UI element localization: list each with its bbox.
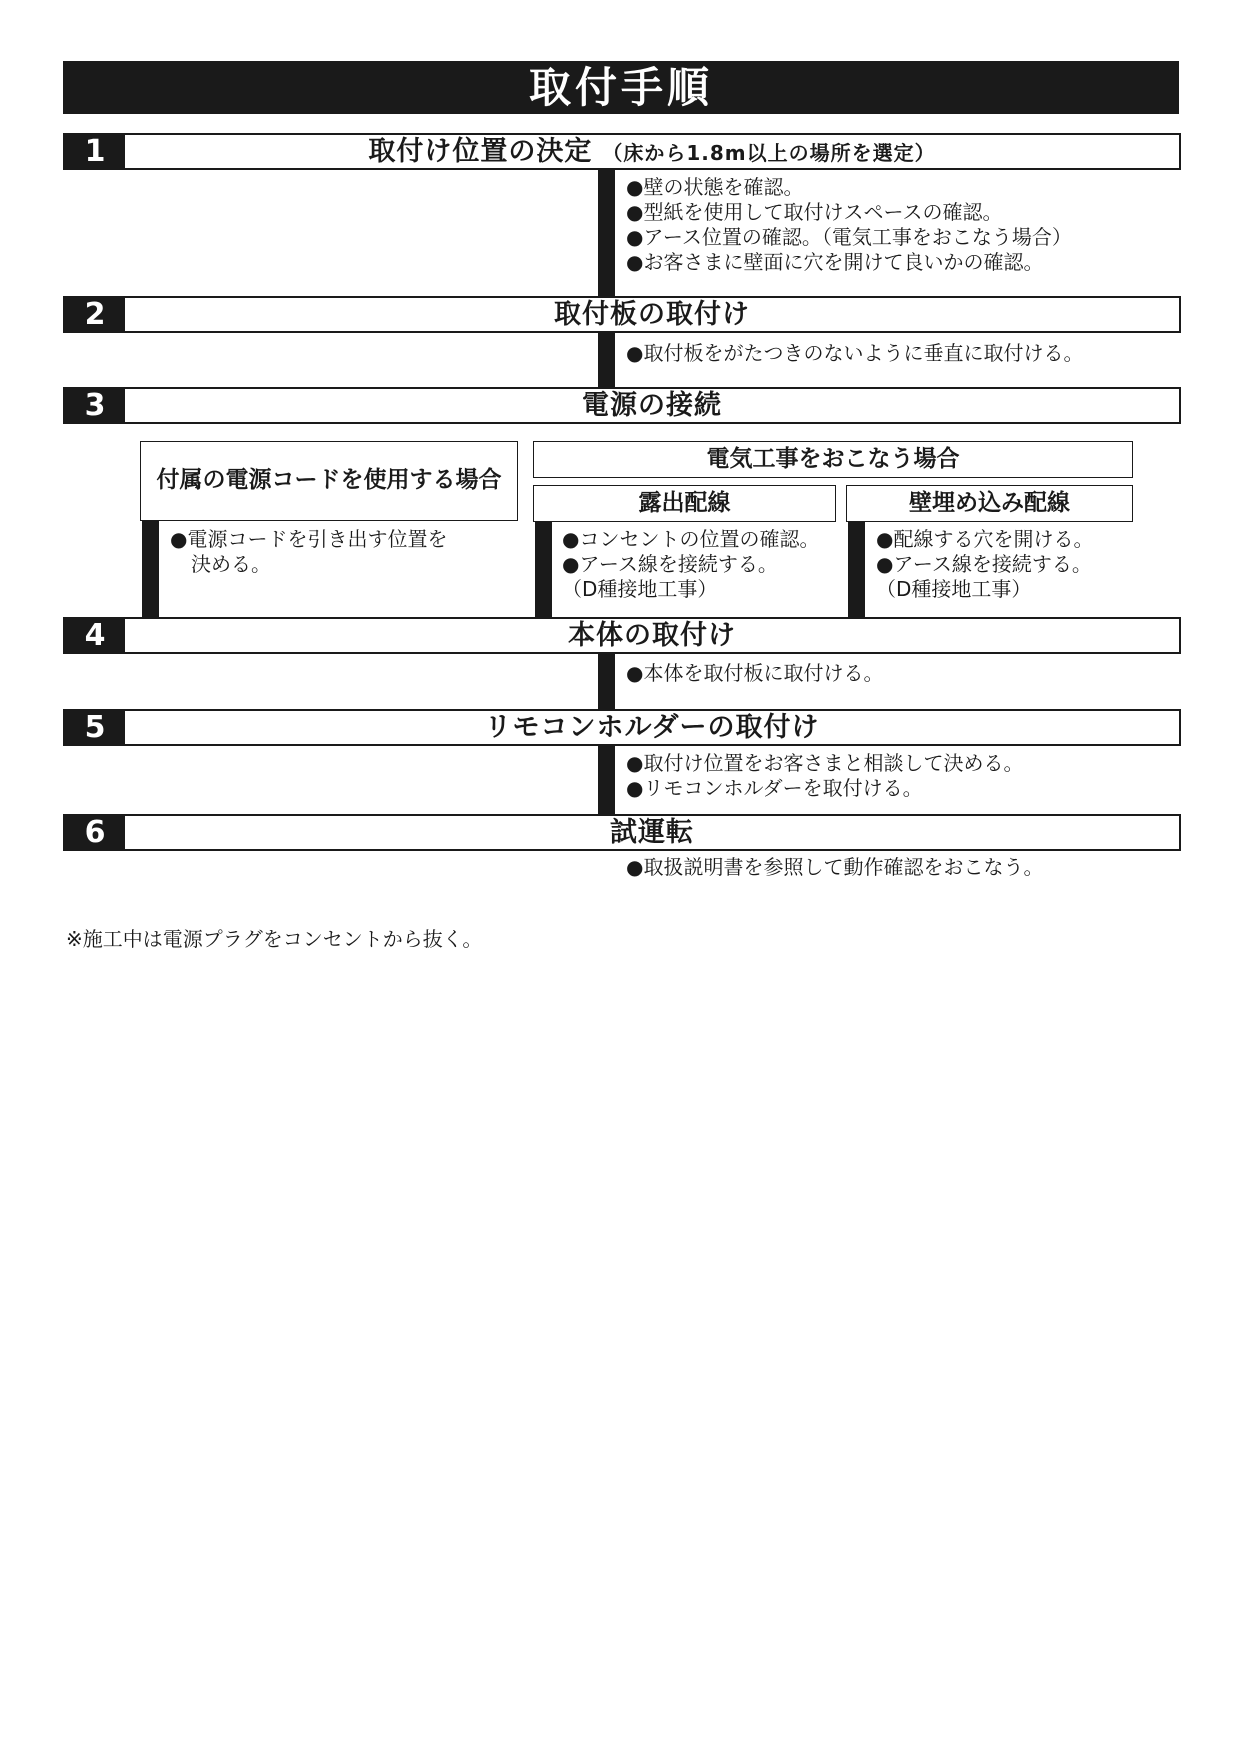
list-item: ●配線する穴を開ける。 [876, 527, 1094, 551]
step-1-header [63, 133, 1181, 170]
list-item: ●取付け位置をお客さまと相談して決める。 [626, 751, 1024, 775]
step-1-subtitle: （床から1.8m以上の場所を選定） [602, 141, 936, 165]
option-power-cord-items [170, 527, 447, 577]
option-concealed-items [876, 527, 1093, 602]
option-concealed-wiring: 壁埋め込み配線 [846, 485, 1133, 522]
step-3-header [63, 387, 1181, 424]
step-6-number: 6 [65, 816, 125, 849]
step-1-title: 取付け位置の決定 [368, 136, 593, 167]
step-1-connector [598, 168, 615, 296]
step-5-items [626, 751, 1023, 801]
step-2-items [626, 341, 1083, 366]
list-item: ●アース線を接続する。 [562, 552, 778, 576]
option-electrical-work: 電気工事をおこなう場合 [533, 441, 1133, 478]
step-6-items [626, 855, 1043, 880]
step-1-number: 1 [65, 135, 125, 168]
step-2-header [63, 296, 1181, 333]
step-6-title: 試運転 [610, 817, 694, 848]
step-4-header [63, 617, 1181, 654]
step-3-title: 電源の接続 [582, 390, 722, 421]
list-item: ●型紙を使用して取付けスペースの確認。 [626, 200, 1003, 224]
list-item: ●取付板をがたつきのないように垂直に取付ける。 [626, 341, 1084, 365]
list-item: （D種接地工事） [562, 577, 718, 601]
step-4-number: 4 [65, 619, 125, 652]
footnote: ※施工中は電源プラグをコンセントから抜く。 [66, 927, 483, 951]
step-5-header [63, 709, 1181, 746]
list-item: ●お客さまに壁面に穴を開けて良いかの確認。 [626, 250, 1044, 274]
option-concealed-connector [848, 522, 865, 617]
step-3-number: 3 [65, 389, 125, 422]
step-4-items [626, 661, 883, 686]
list-item: ●リモコンホルダーを取付ける。 [626, 776, 923, 800]
step-5-number: 5 [65, 711, 125, 744]
option-exposed-wiring: 露出配線 [533, 485, 836, 522]
option-power-cord: 付属の電源コードを使用する場合 [140, 441, 518, 521]
list-item: ●本体を取付板に取付ける。 [626, 661, 884, 685]
step-1-title-wrap [125, 135, 1179, 168]
list-item: （D種接地工事） [876, 577, 1032, 601]
list-item: ●壁の状態を確認。 [626, 175, 804, 199]
list-item: ●アース線を接続する。 [876, 552, 1092, 576]
step-2-number: 2 [65, 298, 125, 331]
list-item: ●コンセントの位置の確認。 [562, 527, 820, 551]
step-2-connector [598, 331, 615, 387]
step-5-connector [598, 744, 615, 814]
list-item: ●取扱説明書を参照して動作確認をおこなう。 [626, 855, 1044, 879]
option-power-cord-connector [142, 521, 159, 617]
step-5-title: リモコンホルダーの取付け [484, 712, 820, 743]
step-1-items [626, 175, 1072, 275]
option-exposed-items [562, 527, 819, 602]
page-title: 取付手順 [63, 61, 1179, 114]
step-6-header [63, 814, 1181, 851]
step-2-title: 取付板の取付け [554, 299, 750, 330]
list-item: ●電源コードを引き出す位置を [170, 527, 448, 551]
option-exposed-connector [535, 522, 552, 617]
step-4-connector [598, 652, 615, 709]
list-item: ●アース位置の確認。（電気工事をおこなう場合） [626, 225, 1072, 249]
step-4-title: 本体の取付け [568, 620, 736, 651]
list-item: 決める。 [191, 552, 271, 576]
